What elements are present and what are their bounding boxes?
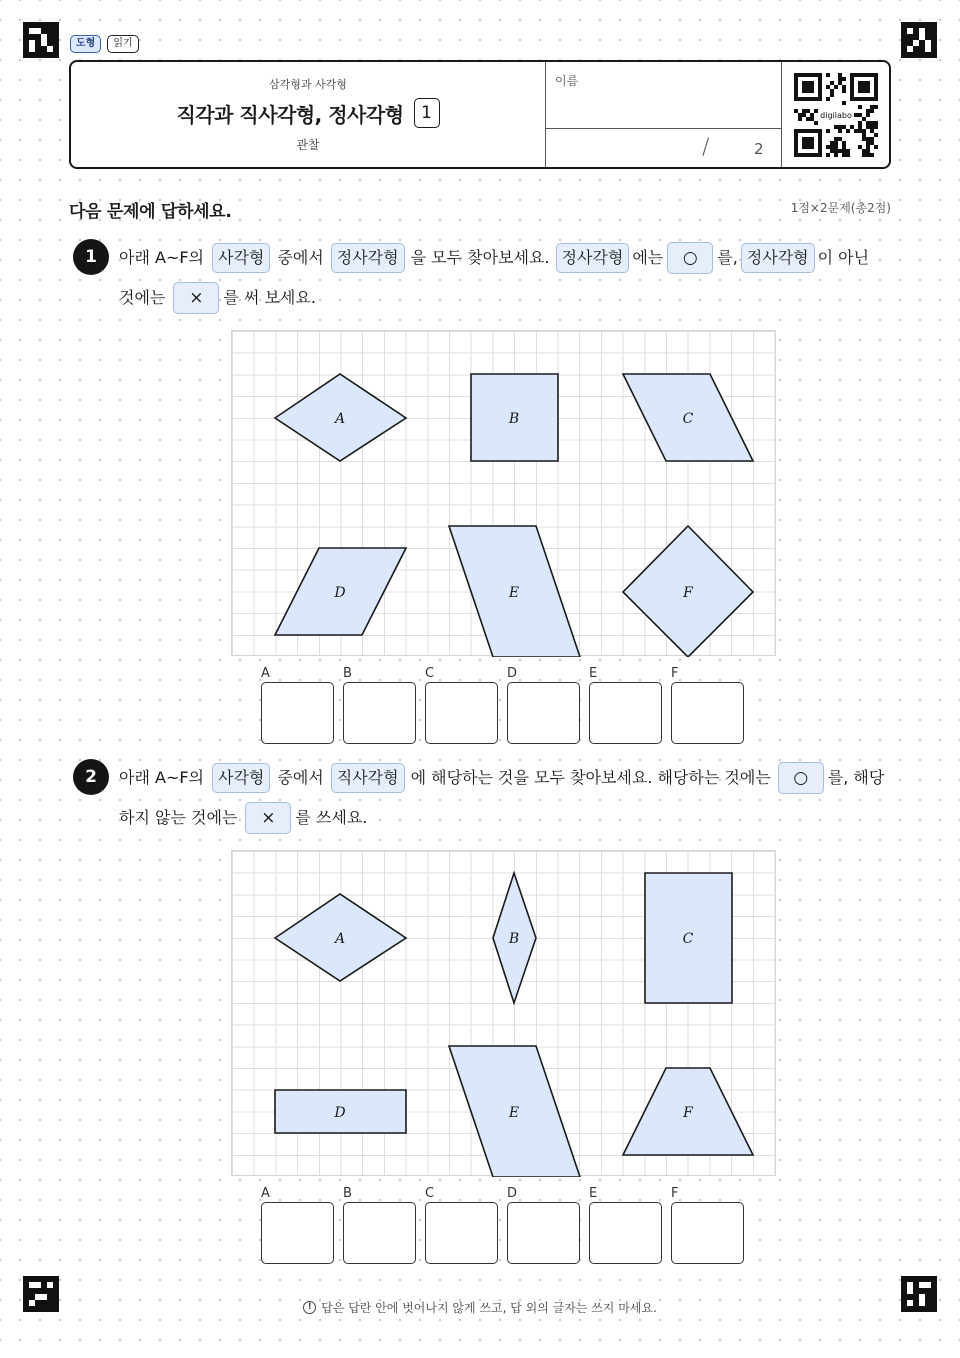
q2-text: 를, 해당 (827, 768, 885, 787)
shape-label: C (682, 931, 694, 947)
q2-text: 를 쓰세요. (295, 808, 368, 827)
tag-shape: 도형 (70, 35, 101, 53)
qr-code-cell (781, 62, 891, 167)
answer-box-f[interactable] (671, 682, 744, 744)
q1-chip-square: 정사각형 (556, 243, 630, 273)
q1-text: 이 아닌 (817, 248, 870, 267)
question-1-number: 1 (73, 239, 109, 275)
answer-label: F (671, 1186, 679, 1201)
shape-label: F (683, 585, 693, 601)
answer-box-c[interactable] (425, 1202, 498, 1264)
q1-chip-square: 정사각형 (331, 243, 405, 273)
answer-label: A (261, 1186, 270, 1201)
unit-subtitle: 삼각형과 사각형 (269, 78, 347, 91)
question-2-line-2 (119, 802, 367, 834)
footer-note (0, 1299, 960, 1316)
q1-text: 에는 (632, 248, 664, 267)
name-field[interactable] (545, 62, 781, 129)
question-1-line-2 (119, 282, 316, 314)
q1-chip-square: 정사각형 (741, 243, 815, 273)
question-2-line-1 (119, 762, 884, 794)
shape-label: D (334, 585, 346, 601)
question-1-shape-grid (231, 330, 776, 656)
q1-text: 를, (717, 248, 738, 267)
lesson-number: 1 (414, 98, 440, 128)
answer-label: E (589, 666, 598, 681)
category-label: 관찰 (296, 138, 320, 152)
answer-label: D (507, 666, 518, 681)
answer-box-a[interactable] (261, 1202, 334, 1264)
shape-label: B (508, 931, 520, 947)
corner-marker-top-left (23, 22, 59, 58)
qr-brand-text: digilabo (820, 111, 852, 120)
question-1-line-1 (119, 242, 869, 274)
answer-box-a[interactable] (261, 682, 334, 744)
qr-code-icon (794, 73, 878, 157)
question-1-answer-row (261, 666, 744, 744)
page-title: 직각과 직사각형, 정사각형 (176, 102, 404, 127)
shape-label: A (334, 931, 346, 947)
q1-chip-quadrilateral: 사각형 (212, 243, 270, 273)
q2-text: 아래 A~F의 (119, 768, 205, 787)
subject-tags (70, 35, 139, 53)
answer-box-b[interactable] (343, 1202, 416, 1264)
q1-text: 를 써 보세요. (223, 288, 316, 307)
answer-label: B (343, 666, 352, 681)
circle-symbol-icon: ○ (778, 762, 824, 794)
shape-label: E (508, 585, 520, 601)
question-2-answer-row (261, 1186, 744, 1264)
answer-box-e[interactable] (589, 682, 662, 744)
q2-text: 중에서 (277, 768, 324, 787)
corner-marker-top-right (901, 22, 937, 58)
question-2-shape-grid (231, 850, 776, 1176)
name-label: 이름 (555, 74, 579, 88)
answer-box-d[interactable] (507, 682, 580, 744)
q2-chip-quadrilateral: 사각형 (212, 763, 270, 793)
shape-label: B (508, 411, 520, 427)
question-2-number: 2 (73, 759, 109, 795)
q2-text: 에 해당하는 것을 모두 찾아보세요. 해당하는 것에는 (410, 768, 771, 787)
title-block (71, 62, 545, 167)
q1-text: 아래 A~F의 (119, 248, 205, 267)
answer-box-d[interactable] (507, 1202, 580, 1264)
warning-circle-icon: ! (303, 1301, 316, 1314)
q1-text: 것에는 (119, 288, 166, 307)
answer-label: F (671, 666, 679, 681)
worksheet-header (69, 60, 891, 169)
shape-label: D (334, 1105, 346, 1121)
score-field[interactable] (545, 129, 781, 169)
instruction-text: 다음 문제에 답하세요. (69, 202, 232, 222)
cross-symbol-icon: × (245, 802, 291, 834)
shape-label: E (508, 1105, 520, 1121)
answer-label: E (589, 1186, 598, 1201)
answer-label: D (507, 1186, 518, 1201)
answer-box-c[interactable] (425, 682, 498, 744)
q2-text: 하지 않는 것에는 (119, 808, 238, 827)
answer-label: C (425, 1186, 435, 1201)
answer-label: C (425, 666, 435, 681)
answer-box-f[interactable] (671, 1202, 744, 1264)
tag-reading: 읽기 (107, 35, 138, 53)
points-info: 1점×2문제(총2점) (790, 201, 891, 215)
answer-label: A (261, 666, 270, 681)
answer-label: B (343, 1186, 352, 1201)
cross-symbol-icon: × (173, 282, 219, 314)
footer-text: 답은 답란 안에 벗어나지 않게 쓰고, 답 외의 글자는 쓰지 마세요. (321, 1301, 657, 1315)
q1-text: 을 모두 찾아보세요. (410, 248, 550, 267)
q2-chip-rectangle: 직사각형 (331, 763, 405, 793)
shape-label: A (334, 411, 346, 427)
shape-label: C (682, 411, 694, 427)
q1-text: 중에서 (277, 248, 324, 267)
answer-box-b[interactable] (343, 682, 416, 744)
score-total: 2 (754, 140, 764, 158)
score-slash: / (702, 135, 710, 160)
circle-symbol-icon: ○ (667, 242, 713, 274)
answer-box-e[interactable] (589, 1202, 662, 1264)
shape-label: F (683, 1105, 693, 1121)
